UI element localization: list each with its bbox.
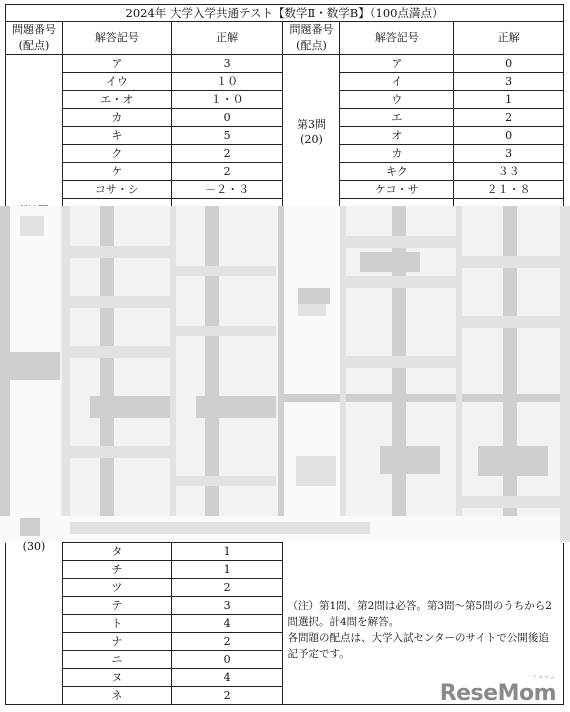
table-cell-code: タ [62, 543, 171, 561]
table-cell-answer: 0 [171, 651, 283, 669]
table-cell-code: ネ [62, 687, 171, 705]
table-cell-code: チ [62, 561, 171, 579]
logo-kana: リセマム [532, 675, 556, 681]
table-cell-answer: 3 [454, 73, 564, 91]
table-cell-code: ケコ・サ [340, 181, 454, 199]
table-cell-answer: １０ [171, 73, 283, 91]
table-cell-answer: 3 [454, 145, 564, 163]
table-cell-answer: 1 [454, 91, 564, 109]
table-cell-answer: 5 [171, 127, 283, 145]
table-cell-answer: １・０ [171, 91, 283, 109]
table-cell-code: キ [62, 127, 171, 145]
page-title: 2024年 大学入学共通テスト【数学Ⅱ・数学B】（100点満点） [5, 4, 564, 22]
q1-label-cell [6, 55, 63, 210]
table-cell-answer: 1 [171, 561, 283, 579]
header-code: 解答記号 [62, 22, 171, 55]
table-cell-answer: ２１・８ [454, 181, 564, 199]
q3-points: (20) [300, 133, 323, 147]
table-cell-code: ケ [62, 163, 171, 181]
table-cell-answer: 1 [171, 543, 283, 561]
table-cell-code: イウ [62, 73, 171, 91]
table-cell-code: エ・オ [62, 91, 171, 109]
table-cell-code: コサ・シ [62, 181, 171, 199]
answer-sheet [5, 4, 564, 196]
table-cell-code: ニ [62, 651, 171, 669]
table-cell-answer: 2 [171, 687, 283, 705]
resemom-logo [439, 675, 556, 706]
blurred-region [0, 206, 570, 542]
table-cell-code: エ [340, 109, 454, 127]
table-cell-answer: 0 [171, 109, 283, 127]
table-cell-answer: 2 [171, 633, 283, 651]
table-cell-code: ア [62, 55, 171, 73]
table-cell-code: ト [62, 615, 171, 633]
table-cell-code: テ [62, 597, 171, 615]
header-answer: 正解 [454, 22, 564, 55]
header-question: 問題番号 (配点) [283, 22, 340, 55]
table-cell-answer: 2 [454, 109, 564, 127]
table-cell-code: カ [340, 145, 454, 163]
table-cell-code: キク [340, 163, 454, 181]
table-cell-answer: 3 [171, 55, 283, 73]
note-text: 各問題の配点は、大学入試センターのサイトで公開後追記予定です。 [287, 632, 549, 661]
table-cell-code: ヌ [62, 669, 171, 687]
table-cell-code: ナ [62, 633, 171, 651]
table-cell-answer: 2 [171, 579, 283, 597]
table-cell-answer: 2 [171, 145, 283, 163]
top-grid [5, 21, 564, 210]
table-cell-code: カ [62, 109, 171, 127]
table-cell-answer: 0 [454, 55, 564, 73]
table-cell-answer: ３３ [454, 163, 564, 181]
table-cell-code: ツ [62, 579, 171, 597]
table-cell-code: ウ [340, 91, 454, 109]
q3-label-cell [283, 55, 340, 210]
table-cell-answer: 4 [171, 615, 283, 633]
table-cell-answer: 0 [454, 127, 564, 145]
q1-points: (30) [22, 539, 46, 553]
note-text: （注）第1問、第2問は必答。第3問〜第5問のうちから2問選択。計4問を解答。 [287, 600, 552, 629]
logo-text: ReseMom [439, 681, 556, 706]
table-cell-code: イ [340, 73, 454, 91]
table-cell-code: オ [340, 127, 454, 145]
header-answer: 正解 [171, 22, 283, 55]
table-cell-answer: 2 [171, 163, 283, 181]
header-code: 解答記号 [340, 22, 454, 55]
table-cell-code: ア [340, 55, 454, 73]
table-cell-code: ク [62, 145, 171, 163]
q3-label: 第3問 [296, 118, 326, 132]
table-cell-answer: 3 [171, 597, 283, 615]
q1-points-cell [6, 539, 63, 705]
header-question: 問題番号 (配点) [6, 22, 63, 55]
table-cell-answer: 4 [171, 669, 283, 687]
table-cell-answer: －２・３ [171, 181, 283, 199]
answer-table-top [5, 21, 564, 210]
